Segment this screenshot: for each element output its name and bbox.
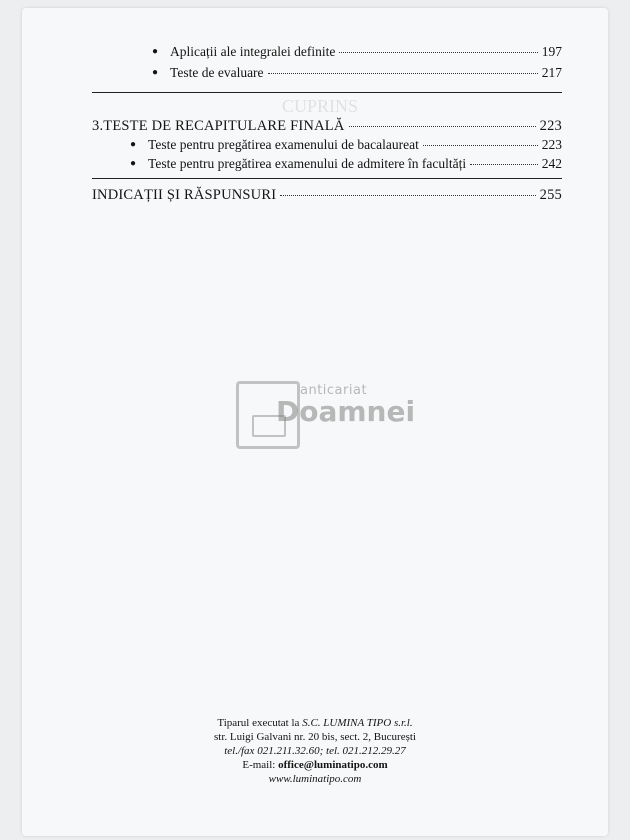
toc-entry-aplicatii	[152, 44, 562, 60]
toc-entry-label: Aplicații ale integralei definite	[170, 44, 336, 59]
watermark-logo	[236, 381, 416, 451]
toc-indicatii	[92, 187, 562, 204]
leader-dots	[423, 145, 538, 146]
leader-dots	[268, 73, 538, 74]
bullet-icon: ●	[130, 139, 137, 150]
imprint-line-1	[150, 716, 480, 730]
watermark-big-text: Doamnei	[276, 395, 416, 428]
toc-entry-page: 217	[541, 65, 562, 80]
toc-entry-teste-evaluare	[152, 65, 562, 81]
toc-entry-page: 223	[541, 137, 562, 152]
imprint-company: S.C. LUMINA TIPO s.r.l.	[302, 717, 413, 729]
imprint-phone: tel./fax 021.211.32.60; tel. 021.212.29.27	[224, 745, 406, 757]
toc-section-label: 3.TESTE DE RECAPITULARE FINALĂ	[92, 118, 345, 134]
leader-dots	[280, 195, 535, 196]
section-divider	[92, 92, 562, 93]
imprint-address: str. Luigi Galvani nr. 20 bis, sect. 2, București	[214, 731, 416, 743]
imprint-email-prefix: E-mail:	[242, 759, 279, 771]
leader-dots	[339, 52, 537, 53]
imprint-email-line	[150, 758, 480, 772]
imprint-email: office@luminatipo.com	[278, 759, 388, 771]
imprint-prefix: Tiparul executat la	[217, 717, 303, 729]
bullet-icon: ●	[152, 46, 159, 57]
toc-entry-bacalaureat	[130, 137, 562, 153]
toc-section-page: 223	[539, 118, 562, 134]
toc-entry-page: 197	[541, 44, 562, 59]
watermark-small-text: anticariat	[300, 383, 368, 398]
toc-section-page: 255	[539, 187, 562, 203]
toc-entry-label: Teste de evaluare	[170, 65, 264, 80]
leader-dots	[470, 164, 538, 165]
toc-entry-label: Teste pentru pregătirea examenului de admitere în facultăți	[148, 156, 467, 171]
toc-entry-admitere	[130, 156, 562, 172]
toc-entry-page: 242	[541, 156, 562, 171]
toc-entry-label: Teste pentru pregătirea examenului de bacalaureat	[148, 137, 419, 152]
toc-section-label: INDICAȚII ȘI RĂSPUNSURI	[92, 187, 277, 203]
imprint-website: www.luminatipo.com	[268, 773, 362, 785]
show-through-heading: CUPRINS	[282, 96, 359, 116]
bullet-icon: ●	[152, 67, 159, 78]
printer-imprint	[150, 716, 480, 786]
section-divider	[92, 178, 562, 179]
bullet-icon: ●	[130, 158, 137, 169]
leader-dots	[349, 126, 536, 127]
toc-section-3	[92, 118, 562, 135]
